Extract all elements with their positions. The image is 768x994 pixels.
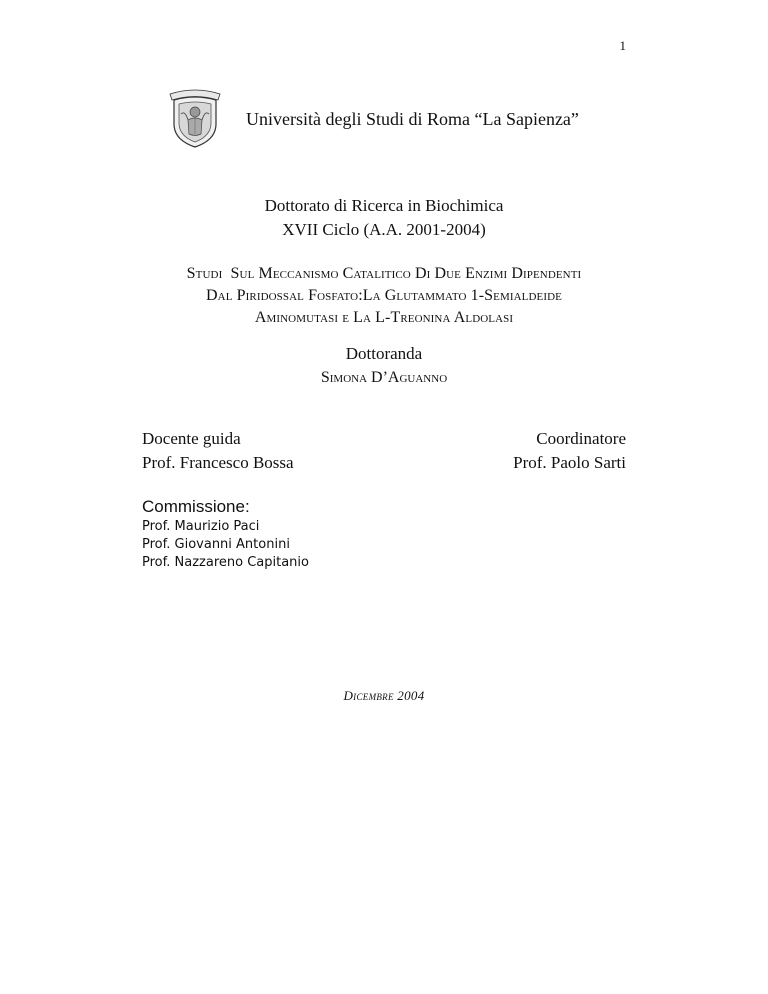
program-name: Dottorato di Ricerca in Biochimica <box>264 196 504 215</box>
coordinator-label: Coordinatore <box>536 429 626 448</box>
program-cycle: XVII Ciclo (A.A. 2001-2004) <box>282 220 486 239</box>
commission-member: Prof. Maurizio Paci <box>142 519 260 534</box>
doctorate-program <box>0 194 768 242</box>
candidate-block <box>0 342 768 390</box>
thesis-title-line: Aminomutasi e La L-Treonina Aldolasi <box>254 309 514 326</box>
commission-block <box>142 496 309 572</box>
thesis-title-line: Dal Piridossal Fosfato:La Glutammato 1-Semialdeide <box>206 287 562 304</box>
thesis-title-line: Studi Sul Meccanismo Catalitico Di Due Enzimi Dipendenti <box>186 265 582 282</box>
commission-heading: Commissione: <box>142 497 250 516</box>
commission-member: Prof. Nazzareno Capitanio <box>142 555 309 570</box>
advisor-name: Prof. Francesco Bossa <box>142 453 294 472</box>
advisor-block <box>142 427 294 475</box>
candidate-label: Dottoranda <box>345 344 423 363</box>
university-seal-icon <box>164 84 226 150</box>
page-number: 1 <box>619 38 626 53</box>
header <box>164 84 579 150</box>
candidate-name: Simona D’Aguanno <box>320 369 448 386</box>
university-name: Università degli Studi di Roma “La Sapienza” <box>246 108 579 129</box>
advisor-label: Docente guida <box>142 429 241 448</box>
thesis-date: Dicembre 2004 <box>343 688 425 703</box>
coordinator-block <box>513 427 626 475</box>
thesis-title <box>0 263 768 329</box>
coordinator-name: Prof. Paolo Sarti <box>513 453 626 472</box>
commission-member: Prof. Giovanni Antonini <box>142 537 290 552</box>
